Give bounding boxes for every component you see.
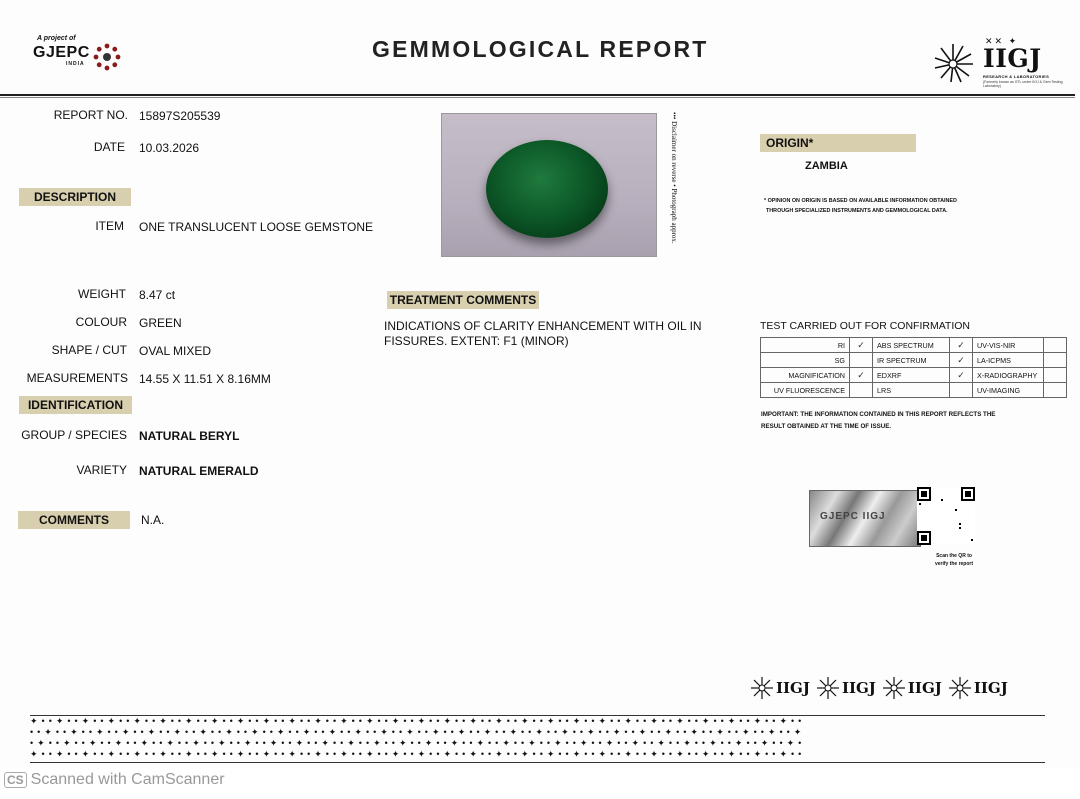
tests-row <box>761 383 1067 398</box>
footer-logo-text: IIGJ <box>776 679 810 697</box>
test-name-cell: SG <box>761 353 850 368</box>
test-check-cell <box>950 383 973 398</box>
test-check-cell <box>1044 338 1067 353</box>
test-check-cell <box>850 383 873 398</box>
footer-iigj-logo <box>750 676 810 700</box>
description-heading: DESCRIPTION <box>19 188 131 206</box>
gemstone-photo <box>441 113 657 257</box>
test-name-cell: UV-VIS-NIR <box>973 338 1044 353</box>
treatment-line-2: FISSURES. EXTENT: F1 (MINOR) <box>384 334 569 348</box>
test-check-cell: ✓ <box>950 353 973 368</box>
origin-note-line-2: THROUGH SPECIALIZED INSTRUMENTS AND GEMMOLOGICAL DATA. <box>766 208 948 214</box>
group-species-value: NATURAL BERYL <box>139 429 240 443</box>
scan-note-line-2: verify the report <box>934 561 974 567</box>
scan-note-line-1: Scan the QR to <box>936 553 972 559</box>
iigj-logo-text: IIGJ <box>983 44 1042 73</box>
test-check-cell: ✓ <box>950 338 973 353</box>
footer-iigj-logo <box>816 676 876 700</box>
test-name-cell: LA-ICPMS <box>973 353 1044 368</box>
test-name-cell: MAGNIFICATION <box>761 368 850 383</box>
date-value: 10.03.2026 <box>139 141 200 155</box>
variety-value: NATURAL EMERALD <box>139 464 259 478</box>
footer-iigj-logo <box>948 676 1008 700</box>
weight-label: WEIGHT <box>78 287 126 301</box>
origin-heading: ORIGIN* <box>760 134 916 152</box>
photo-disclaimer: ••• Disclaimer on reverse • Photograph approx. <box>670 112 678 244</box>
verification-qr-code[interactable] <box>917 487 975 545</box>
camscanner-badge: CS <box>4 772 27 788</box>
footer-iigj-logo <box>882 676 942 700</box>
origin-note-line-1: * OPINION ON ORIGIN IS BASED ON AVAILABLE INFORMATION OBTAINED <box>764 198 957 204</box>
footer-logo-text: IIGJ <box>973 679 1008 697</box>
gjepc-india-text: INDIA <box>66 61 85 67</box>
test-check-cell <box>1044 353 1067 368</box>
footer-logo-text: IIGJ <box>907 679 942 697</box>
colour-value: GREEN <box>139 316 182 330</box>
camscanner-watermark <box>4 771 225 789</box>
tests-row <box>761 353 1067 368</box>
shape-label: SHAPE / CUT <box>51 343 127 357</box>
measurements-label: MEASUREMENTS <box>26 371 128 385</box>
tests-table <box>760 337 1067 398</box>
header-divider <box>0 94 1075 96</box>
shape-value: OVAL MIXED <box>139 344 212 358</box>
origin-value: ZAMBIA <box>805 160 848 172</box>
emerald-gem-image <box>486 140 608 238</box>
footer-starburst-icon <box>948 676 972 700</box>
test-check-cell: ✓ <box>850 368 873 383</box>
camscanner-text: Scanned with CamScanner <box>30 771 225 788</box>
iigj-subtitle: RESEARCH & LABORATORIES <box>983 74 1050 79</box>
report-no-value: 15897S205539 <box>139 109 221 123</box>
footer-starburst-icon <box>882 676 906 700</box>
variety-label: VARIETY <box>76 463 127 477</box>
hologram-text: GJEPC IIGJ <box>820 511 886 522</box>
comments-heading: COMMENTS <box>18 511 130 529</box>
important-line-2: RESULT OBTAINED AT THE TIME OF ISSUE. <box>761 423 892 430</box>
test-check-cell <box>1044 383 1067 398</box>
important-line-1: IMPORTANT: THE INFORMATION CONTAINED IN THIS REPORT REFLECTS THE <box>761 411 996 418</box>
date-label: DATE <box>93 140 125 154</box>
test-name-cell: LRS <box>873 383 950 398</box>
iigj-starburst-icon <box>933 40 977 84</box>
report-no-label: REPORT NO. <box>53 108 128 122</box>
origin-note <box>764 196 974 216</box>
gjepc-tagline: A project of <box>37 35 76 42</box>
tests-row <box>761 338 1067 353</box>
test-check-cell <box>1044 368 1067 383</box>
colour-label: COLOUR <box>75 315 127 329</box>
footer-starburst-icon <box>816 676 840 700</box>
group-species-label: GROUP / SPECIES <box>21 428 127 442</box>
important-note <box>761 409 1021 433</box>
gjepc-logo-text: GJEPC <box>33 44 90 61</box>
test-name-cell: ABS SPECTRUM <box>873 338 950 353</box>
weight-value: 8.47 ct <box>139 288 176 302</box>
test-name-cell: RI <box>761 338 850 353</box>
treatment-heading: TREATMENT COMMENTS <box>387 291 539 309</box>
iigj-subtitle-note: (Formerly known as GTL under IIGJ & Gem Testing Laboratory) <box>983 80 1063 88</box>
test-name-cell: EDXRF <box>873 368 950 383</box>
security-hologram <box>809 490 921 547</box>
scan-note <box>928 552 980 568</box>
tests-heading: TEST CARRIED OUT FOR CONFIRMATION <box>760 320 971 332</box>
test-name-cell: UV FLUORESCENCE <box>761 383 850 398</box>
comments-value: N.A. <box>141 513 165 527</box>
item-label: ITEM <box>95 219 124 233</box>
test-check-cell: ✓ <box>850 338 873 353</box>
identification-heading: IDENTIFICATION <box>19 396 132 414</box>
header-divider-thin <box>0 97 1075 98</box>
iigj-stars-icon: ✕✕ ✦ <box>985 36 1019 46</box>
treatment-line-1: INDICATIONS OF CLARITY ENHANCEMENT WITH OIL IN <box>384 319 702 333</box>
gjepc-emblem-icon <box>92 42 122 72</box>
measurements-value: 14.55 X 11.51 X 8.16MM <box>139 372 271 386</box>
tests-row <box>761 368 1067 383</box>
test-name-cell: IR SPECTRUM <box>873 353 950 368</box>
test-check-cell: ✓ <box>950 368 973 383</box>
item-value: ONE TRANSLUCENT LOOSE GEMSTONE <box>139 220 374 234</box>
test-name-cell: UV-IMAGING <box>973 383 1044 398</box>
footer-logo-text: IIGJ <box>841 679 876 697</box>
footer-logos <box>750 676 1014 700</box>
test-check-cell <box>850 353 873 368</box>
footer-starburst-icon <box>750 676 774 700</box>
footer-diamond-pattern: ✦••✦••✦••✦••✦••✦••✦••✦••✦••✦••✦••✦••✦••✦••✦••✦••✦••✦••✦••✦••✦••✦••✦••✦••✦••✦••✦••✦••✦••✦•• ••✦••✦••✦••✦••✦••✦••✦••✦••✦••✦••✦••✦••✦••✦••✦••✦••✦••✦••✦••✦••✦••✦••✦••✦••✦••✦••✦••✦••✦••✦ •✦••✦••✦••✦••✦••✦••✦••✦••✦••✦••✦••✦••✦••✦••✦••✦••✦••✦••✦••✦••✦••✦••✦••✦••✦••✦••✦••✦••✦••✦• ✦••✦••✦••✦••✦••✦••✦••✦••✦••✦••✦••✦••✦••✦••✦••✦••✦••✦••✦••✦••✦••✦••✦••✦••✦••✦••✦••✦••✦••✦•• <box>30 715 1045 763</box>
test-name-cell: X-RADIOGRAPHY <box>973 368 1044 383</box>
page-title: GEMMOLOGICAL REPORT <box>372 36 709 62</box>
